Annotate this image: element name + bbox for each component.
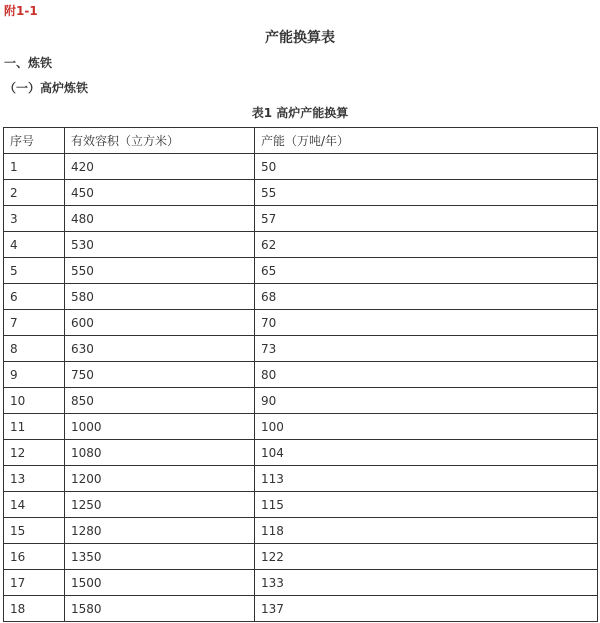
cell-index: 1 — [4, 154, 65, 180]
cell-index: 15 — [4, 518, 65, 544]
cell-volume: 1000 — [65, 414, 255, 440]
cell-capacity: 133 — [255, 570, 598, 596]
cell-capacity: 62 — [255, 232, 598, 258]
table-row — [4, 232, 598, 258]
document-title: 产能换算表 — [265, 30, 335, 46]
cell-volume: 580 — [65, 284, 255, 310]
cell-capacity: 70 — [255, 310, 598, 336]
cell-capacity: 55 — [255, 180, 598, 206]
table-row — [4, 544, 598, 570]
cell-volume: 1350 — [65, 544, 255, 570]
table-row — [4, 570, 598, 596]
cell-capacity: 100 — [255, 414, 598, 440]
cell-volume: 1080 — [65, 440, 255, 466]
cell-capacity: 80 — [255, 362, 598, 388]
cell-capacity: 57 — [255, 206, 598, 232]
cell-index: 7 — [4, 310, 65, 336]
table-row — [4, 388, 598, 414]
cell-index: 4 — [4, 232, 65, 258]
table-body — [4, 128, 598, 622]
table-row — [4, 518, 598, 544]
cell-capacity: 68 — [255, 284, 598, 310]
cell-volume: 550 — [65, 258, 255, 284]
cell-capacity: 50 — [255, 154, 598, 180]
table-row — [4, 336, 598, 362]
cell-volume: 1200 — [65, 466, 255, 492]
table-row — [4, 362, 598, 388]
cell-index: 11 — [4, 414, 65, 440]
cell-capacity: 65 — [255, 258, 598, 284]
cell-volume: 420 — [65, 154, 255, 180]
cell-volume: 1500 — [65, 570, 255, 596]
cell-volume: 480 — [65, 206, 255, 232]
cell-index: 17 — [4, 570, 65, 596]
table-row — [4, 154, 598, 180]
cell-volume: 450 — [65, 180, 255, 206]
header-cell-index: 序号 — [4, 128, 65, 154]
cell-volume: 1250 — [65, 492, 255, 518]
table-caption: 表1 高炉产能换算 — [251, 106, 349, 120]
cell-index: 3 — [4, 206, 65, 232]
table-row — [4, 440, 598, 466]
cell-index: 10 — [4, 388, 65, 414]
cell-capacity: 90 — [255, 388, 598, 414]
cell-index: 8 — [4, 336, 65, 362]
cell-volume: 750 — [65, 362, 255, 388]
cell-index: 9 — [4, 362, 65, 388]
capacity-conversion-table — [3, 127, 598, 622]
cell-index: 6 — [4, 284, 65, 310]
table-row — [4, 258, 598, 284]
cell-capacity: 137 — [255, 596, 598, 622]
table-header-row — [4, 128, 598, 154]
cell-index: 14 — [4, 492, 65, 518]
cell-index: 5 — [4, 258, 65, 284]
table-row — [4, 466, 598, 492]
table-row — [4, 206, 598, 232]
cell-volume: 1280 — [65, 518, 255, 544]
header-cell-capacity: 产能（万吨/年） — [255, 128, 598, 154]
cell-index: 13 — [4, 466, 65, 492]
cell-capacity: 113 — [255, 466, 598, 492]
table-row — [4, 310, 598, 336]
cell-volume: 850 — [65, 388, 255, 414]
cell-capacity: 118 — [255, 518, 598, 544]
cell-volume: 600 — [65, 310, 255, 336]
appendix-label: 附1-1 — [4, 4, 38, 18]
cell-volume: 630 — [65, 336, 255, 362]
header-cell-volume: 有效容积（立方米） — [65, 128, 255, 154]
cell-index: 12 — [4, 440, 65, 466]
cell-index: 18 — [4, 596, 65, 622]
table-row — [4, 492, 598, 518]
cell-capacity: 122 — [255, 544, 598, 570]
table-row — [4, 284, 598, 310]
cell-volume: 1580 — [65, 596, 255, 622]
table-row — [4, 414, 598, 440]
cell-capacity: 104 — [255, 440, 598, 466]
cell-index: 16 — [4, 544, 65, 570]
subsection-heading: （一）高炉炼铁 — [4, 81, 89, 95]
table-row — [4, 596, 598, 622]
table-row — [4, 180, 598, 206]
section-heading: 一、炼铁 — [4, 56, 53, 70]
cell-capacity: 73 — [255, 336, 598, 362]
cell-volume: 530 — [65, 232, 255, 258]
cell-index: 2 — [4, 180, 65, 206]
cell-capacity: 115 — [255, 492, 598, 518]
